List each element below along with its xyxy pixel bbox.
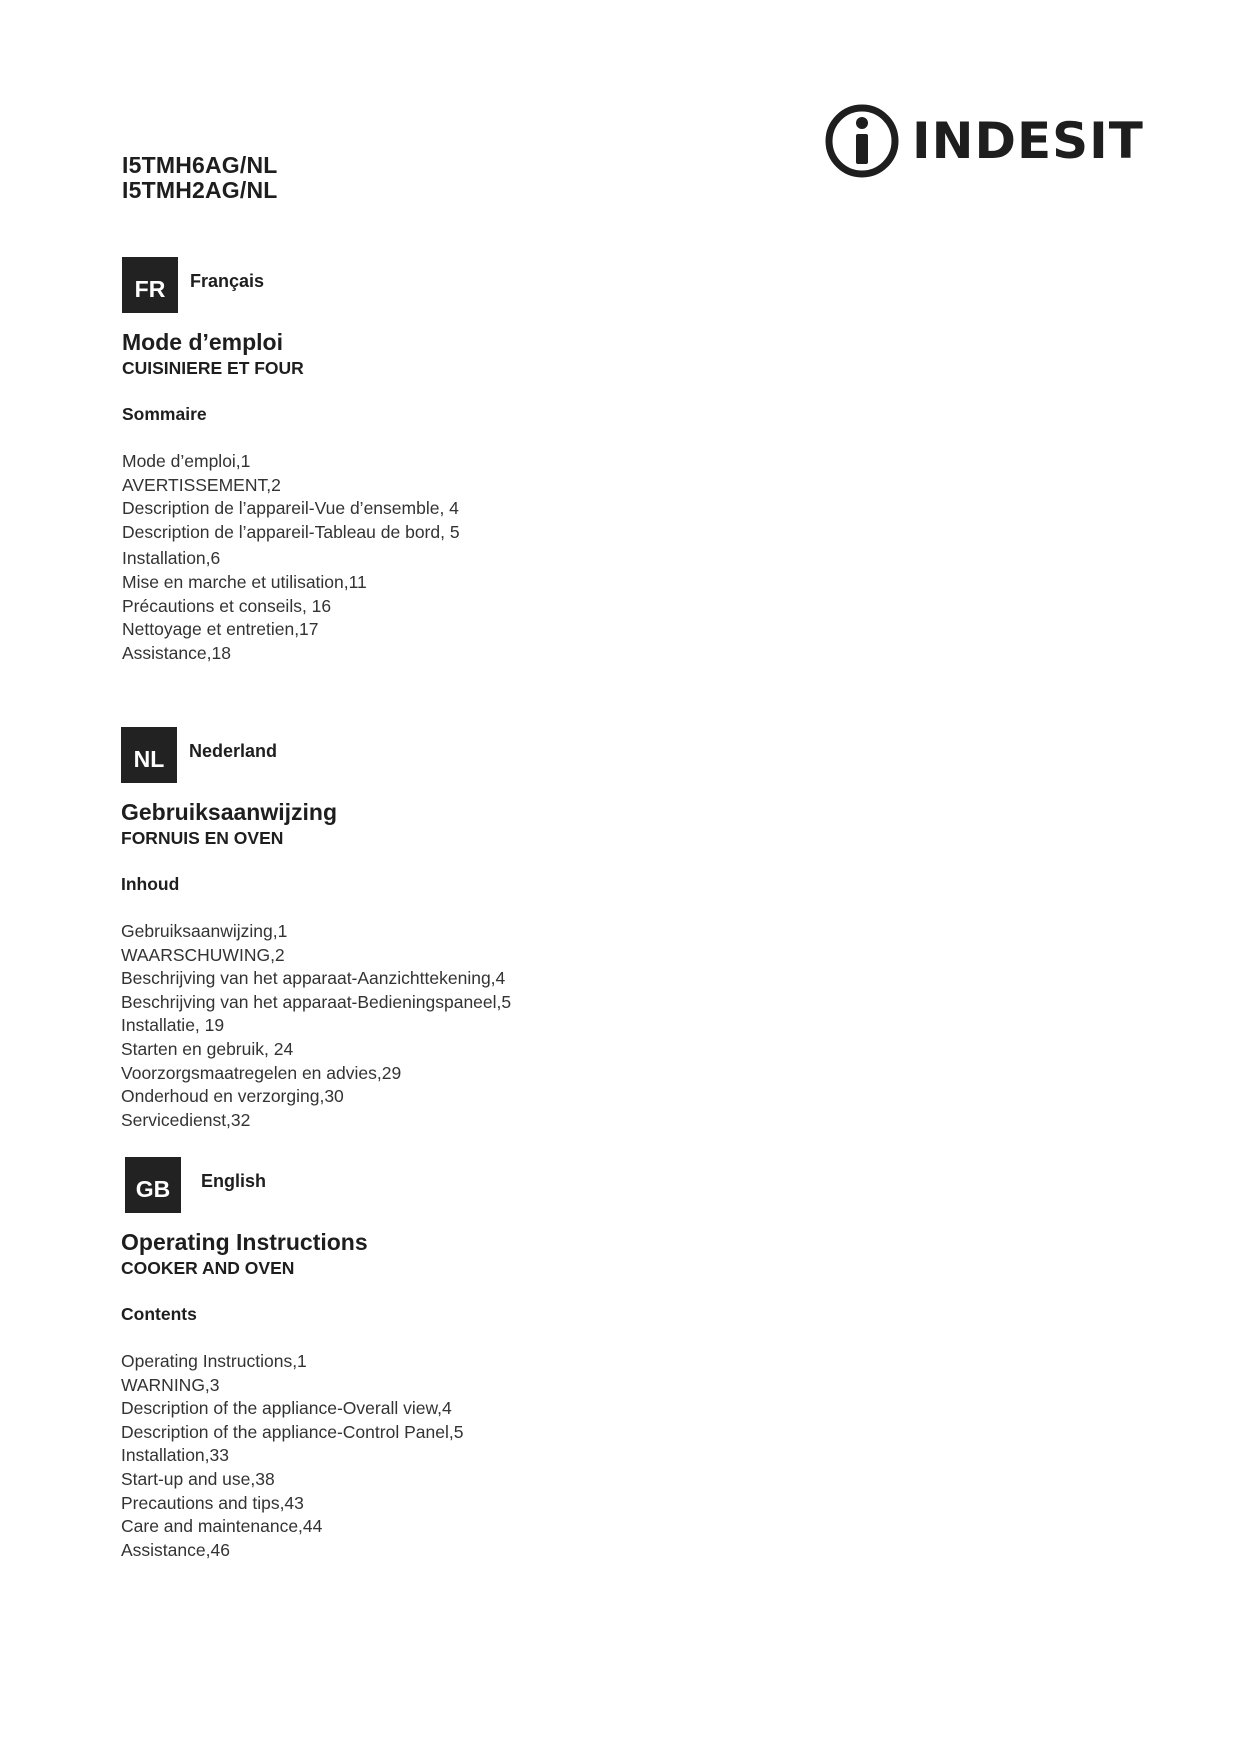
toc-item: Starten en gebruik, 24 bbox=[121, 1038, 294, 1059]
toc-item: Beschrijving van het apparaat-Aanzichttekening,4 bbox=[121, 968, 506, 989]
contents-label: Inhoud bbox=[121, 874, 180, 894]
table-of-contents bbox=[121, 920, 511, 1132]
toc-item: Servicedienst,32 bbox=[121, 1109, 251, 1130]
section-title: Operating Instructions bbox=[121, 1229, 368, 1255]
section-title: Gebruiksaanwijzing bbox=[121, 799, 337, 825]
toc-item: Beschrijving van het apparaat-Bedieningspaneel,5 bbox=[121, 991, 512, 1012]
toc-item: Start-up and use,38 bbox=[121, 1468, 275, 1489]
section-subtitle: FORNUIS EN OVEN bbox=[121, 828, 284, 848]
table-of-contents bbox=[122, 450, 460, 665]
language-name: English bbox=[201, 1171, 267, 1191]
language-name: Nederland bbox=[189, 741, 278, 761]
toc-item: Description of the appliance-Control Panel,5 bbox=[121, 1421, 464, 1442]
toc-item: Installatie, 19 bbox=[121, 1015, 225, 1036]
toc-item: Description of the appliance-Overall view,4 bbox=[121, 1398, 452, 1419]
brand-logo bbox=[824, 103, 1144, 179]
toc-item: WARNING,3 bbox=[121, 1374, 220, 1395]
section-subtitle: COOKER AND OVEN bbox=[121, 1258, 295, 1278]
toc-item: WAARSCHUWING,2 bbox=[121, 944, 285, 965]
contents-label: Sommaire bbox=[122, 404, 207, 424]
toc-item: Description de l’appareil-Tableau de bord, 5 bbox=[122, 521, 460, 542]
section-gb bbox=[121, 1157, 821, 1577]
toc-item: Mode d’emploi,1 bbox=[122, 451, 251, 471]
model-numbers bbox=[122, 153, 278, 203]
toc-item: Gebruiksaanwijzing,1 bbox=[121, 921, 288, 941]
toc-item: Nettoyage et entretien,17 bbox=[122, 619, 319, 640]
contents-label: Contents bbox=[121, 1304, 197, 1324]
toc-item: Voorzorgsmaatregelen en advies,29 bbox=[121, 1062, 402, 1083]
brand-name: INDESIT bbox=[912, 112, 1144, 170]
toc-item: Assistance,18 bbox=[122, 642, 231, 663]
indesit-logo-icon bbox=[824, 103, 900, 179]
toc-item: Précautions et conseils, 16 bbox=[122, 595, 332, 616]
toc-item: Installation,6 bbox=[122, 548, 221, 569]
language-name: Français bbox=[190, 271, 265, 291]
toc-item: Care and maintenance,44 bbox=[121, 1516, 323, 1537]
language-badge: FR bbox=[122, 257, 178, 313]
toc-item: Installation,33 bbox=[121, 1445, 229, 1466]
model-number: I5TMH2AG/NL bbox=[122, 177, 278, 203]
toc-item: Assistance,46 bbox=[121, 1539, 230, 1560]
table-of-contents bbox=[121, 1350, 463, 1562]
toc-item: Description de l’appareil-Vue d’ensemble, 4 bbox=[122, 498, 459, 519]
model-number: I5TMH6AG/NL bbox=[122, 152, 278, 178]
toc-item: Mise en marche et utilisation,11 bbox=[122, 571, 367, 592]
section-subtitle: CUISINIERE ET FOUR bbox=[122, 358, 304, 378]
toc-item: AVERTISSEMENT,2 bbox=[122, 474, 281, 495]
section-nl bbox=[121, 727, 821, 1147]
language-badge: GB bbox=[125, 1157, 181, 1213]
language-badge: NL bbox=[121, 727, 177, 783]
toc-item: Onderhoud en verzorging,30 bbox=[121, 1086, 344, 1107]
section-title: Mode d’emploi bbox=[122, 329, 283, 355]
toc-item: Precautions and tips,43 bbox=[121, 1492, 304, 1513]
toc-item: Operating Instructions,1 bbox=[121, 1351, 307, 1371]
section-fr bbox=[122, 257, 822, 677]
